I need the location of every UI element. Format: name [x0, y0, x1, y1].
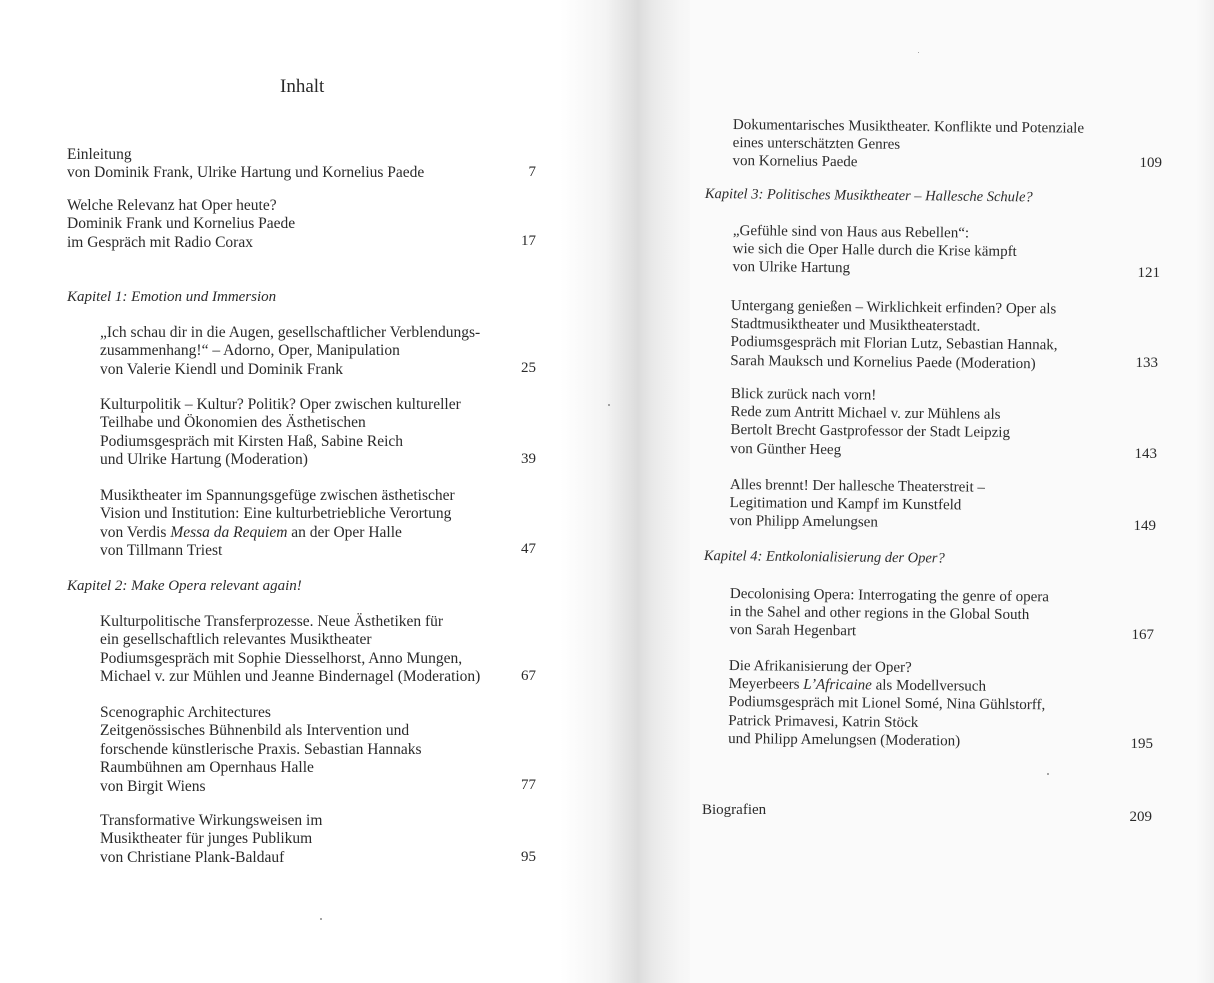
- toc-page-number: 17: [521, 233, 536, 249]
- toc-entry-line: Kulturpolitik – Kultur? Politik? Oper zwischen kultureller: [100, 396, 461, 413]
- toc-entry: [100, 487, 455, 561]
- toc-page-number: 195: [1130, 736, 1153, 752]
- toc-entry-line: Alles brennt! Der hallesche Theaterstreit –: [729, 476, 986, 496]
- toc-entry-line: Zeitgenössisches Bühnenbild als Intervention und: [100, 722, 410, 740]
- toc-entry-line: Teilhabe und Ökonomien des Ästhetischen: [100, 414, 366, 432]
- toc-entry: [728, 657, 1046, 751]
- toc-page-number: 143: [1134, 446, 1157, 462]
- toc-entry-line: Michael v. zur Mühlen und Jeanne Bindernagel (Moderation): [100, 668, 481, 686]
- toc-entry-line: Decolonising Opera: Interrogating the genre of opera: [729, 585, 1050, 606]
- toc-entry-line: Legitimation und Kampf im Kunstfeld: [729, 495, 962, 514]
- toc-entry: [100, 324, 480, 379]
- toc-entry-line: Scenographic Architectures: [100, 704, 271, 721]
- toc-entry-line: Die Afrikanisierung der Oper?: [728, 657, 912, 676]
- toc-page-number: 7: [528, 164, 536, 180]
- toc-entry-text: an der Oper Halle: [287, 523, 402, 541]
- scan-speck: [320, 918, 322, 920]
- toc-entry-line: von Sarah Hegenbart: [729, 622, 857, 640]
- toc-page-number: 133: [1135, 355, 1158, 371]
- toc-entry-line: Einleitung: [67, 146, 132, 163]
- scan-speck: [608, 404, 610, 406]
- book-gutter: [560, 0, 710, 983]
- toc-entry: [732, 222, 1017, 280]
- chapter-heading: Kapitel 4: Entkolonialisierung der Oper?: [703, 548, 945, 567]
- toc-page-number: 167: [1131, 627, 1154, 643]
- page-edge-shadow: [1196, 0, 1214, 983]
- toc-entry: [100, 704, 422, 796]
- chapter-heading: Kapitel 1: Emotion und Immersion: [67, 289, 277, 305]
- toc-entry: [100, 396, 461, 470]
- toc-entry: [100, 613, 480, 687]
- toc-entry-line: Stadtmusiktheater und Musiktheaterstadt.: [730, 316, 981, 335]
- toc-entry: [67, 146, 424, 183]
- toc-entry: [729, 476, 985, 533]
- toc-entry-line: von Valerie Kiendl und Dominik Frank: [100, 360, 343, 378]
- toc-entry: [732, 116, 1084, 174]
- toc-entry-line: Musiktheater im Spannungsgefüge zwischen ästhetischer: [100, 487, 455, 504]
- toc-entry-line: in the Sahel and other regions in the Global South: [729, 604, 1030, 624]
- toc-page-number: 39: [521, 451, 536, 467]
- toc-entry-line: eines unterschätzten Genres: [732, 135, 901, 153]
- toc-entry-line: Patrick Primavesi, Katrin Stöck: [728, 712, 919, 731]
- toc-entry-line: Blick zurück nach vorn!: [730, 385, 877, 404]
- chapter-heading: Kapitel 2: Make Opera relevant again!: [67, 578, 302, 594]
- work-title: L’Africaine: [803, 676, 872, 694]
- scan-speck: [918, 52, 919, 53]
- toc-entry-line: Kulturpolitische Transferprozesse. Neue Ästhetiken für: [100, 613, 444, 630]
- chapter-heading: Kapitel 3: Politisches Musiktheater – Hallesche Schule?: [704, 186, 1033, 206]
- toc-entry-line: von Kornelius Paede: [732, 153, 858, 171]
- toc-entry-line: von Birgit Wiens: [100, 777, 206, 795]
- toc-entry-line: zusammenhang!“ – Adorno, Oper, Manipulation: [100, 342, 400, 360]
- toc-entry: [67, 197, 295, 252]
- toc-page-number: 25: [521, 360, 536, 376]
- toc-entry: [730, 297, 1058, 373]
- toc-entry-line: von Dominik Frank, Ulrike Hartung und Kornelius Paede: [67, 164, 425, 182]
- toc-entry-line: Untergang genießen – Wirklichkeit erfinden? Oper als: [730, 297, 1057, 318]
- toc-entry-line: Podiumsgespräch mit Sophie Diesselhorst, Anno Mungen,: [100, 649, 463, 667]
- toc-entry-line: von Philipp Amelungsen: [729, 513, 878, 531]
- toc-page-number: 47: [521, 541, 536, 557]
- toc-entry-line: im Gespräch mit Radio Corax: [67, 233, 253, 251]
- toc-entry-line: forschende künstlerische Praxis. Sebastian Hannaks: [100, 740, 422, 758]
- toc-entry-line: und Philipp Amelungsen (Moderation): [728, 730, 961, 750]
- toc-entry-line: Vision und Institution: Eine kulturbetriebliche Verortung: [100, 505, 452, 523]
- toc-entry-line: Sarah Mauksch und Kornelius Paede (Moderation): [730, 352, 1036, 372]
- toc-entry-line: Transformative Wirkungsweisen im: [100, 812, 323, 829]
- toc-entry-line: von Tillmann Triest: [100, 542, 223, 560]
- toc-entry-line: und Ulrike Hartung (Moderation): [100, 451, 308, 469]
- toc-entry-line: „Gefühle sind von Haus aus Rebellen“:: [732, 222, 970, 242]
- toc-page-number: 67: [521, 668, 536, 684]
- toc-entry-line: Musiktheater für junges Publikum: [100, 830, 313, 848]
- toc-entry-line: Podiumsgespräch mit Kirsten Haß, Sabine Reich: [100, 432, 404, 450]
- toc-entry-line: ein gesellschaftlich relevantes Musiktheater: [100, 631, 372, 649]
- toc-entry-line: Rede zum Antritt Michael v. zur Mühlens als: [730, 404, 1001, 424]
- toc-entry-line: Welche Relevanz hat Oper heute?: [67, 197, 277, 214]
- toc-entry-line: Raumbühnen am Opernhaus Halle: [100, 759, 314, 777]
- toc-page-number: 121: [1137, 265, 1160, 281]
- toc-entry-line: Dominik Frank und Kornelius Paede: [67, 215, 296, 233]
- toc-page-number: 109: [1139, 155, 1162, 171]
- toc-entry-text: Meyerbeers: [728, 676, 804, 693]
- toc-entry-line: von Christiane Plank-Baldauf: [100, 848, 285, 866]
- toc-entry-line: „Ich schau dir in die Augen, gesellschaftlicher Verblendungs-: [100, 324, 481, 341]
- toc-entry-line: [100, 524, 455, 542]
- toc-entry-line: Podiumsgespräch mit Florian Lutz, Sebastian Hannak,: [730, 334, 1058, 354]
- toc-entry: [100, 812, 322, 867]
- toc-page-number: 77: [521, 777, 536, 793]
- toc-entry-text: von Verdis: [100, 523, 171, 541]
- toc-page-number: 95: [521, 849, 536, 865]
- scan-speck: [1047, 773, 1049, 775]
- toc-page-number: 209: [1129, 809, 1152, 825]
- toc-entry-line: Biografien: [702, 802, 767, 818]
- toc-entry-line: Bertolt Brecht Gastprofessor der Stadt Leipzig: [730, 422, 1011, 442]
- toc-entry-line: von Günther Heeg: [730, 440, 842, 458]
- toc-entry: [730, 385, 1010, 461]
- work-title: Messa da Requiem: [170, 523, 288, 541]
- toc-page-number: 149: [1133, 518, 1156, 534]
- toc-entry-line: von Ulrike Hartung: [732, 259, 851, 277]
- toc-entry-line: wie sich die Oper Halle durch die Krise kämpft: [732, 241, 1017, 261]
- toc-entry-text: als Modellversuch: [871, 677, 987, 695]
- toc-entry-line: Podiumsgespräch mit Lionel Somé, Nina Gühlstorff,: [728, 694, 1046, 714]
- toc-entry: [702, 801, 766, 819]
- toc-entry-line: Dokumentarisches Musiktheater. Konflikte und Potenziale: [732, 116, 1085, 137]
- toc-entry: [729, 585, 1049, 643]
- page-title: Inhalt: [280, 76, 325, 97]
